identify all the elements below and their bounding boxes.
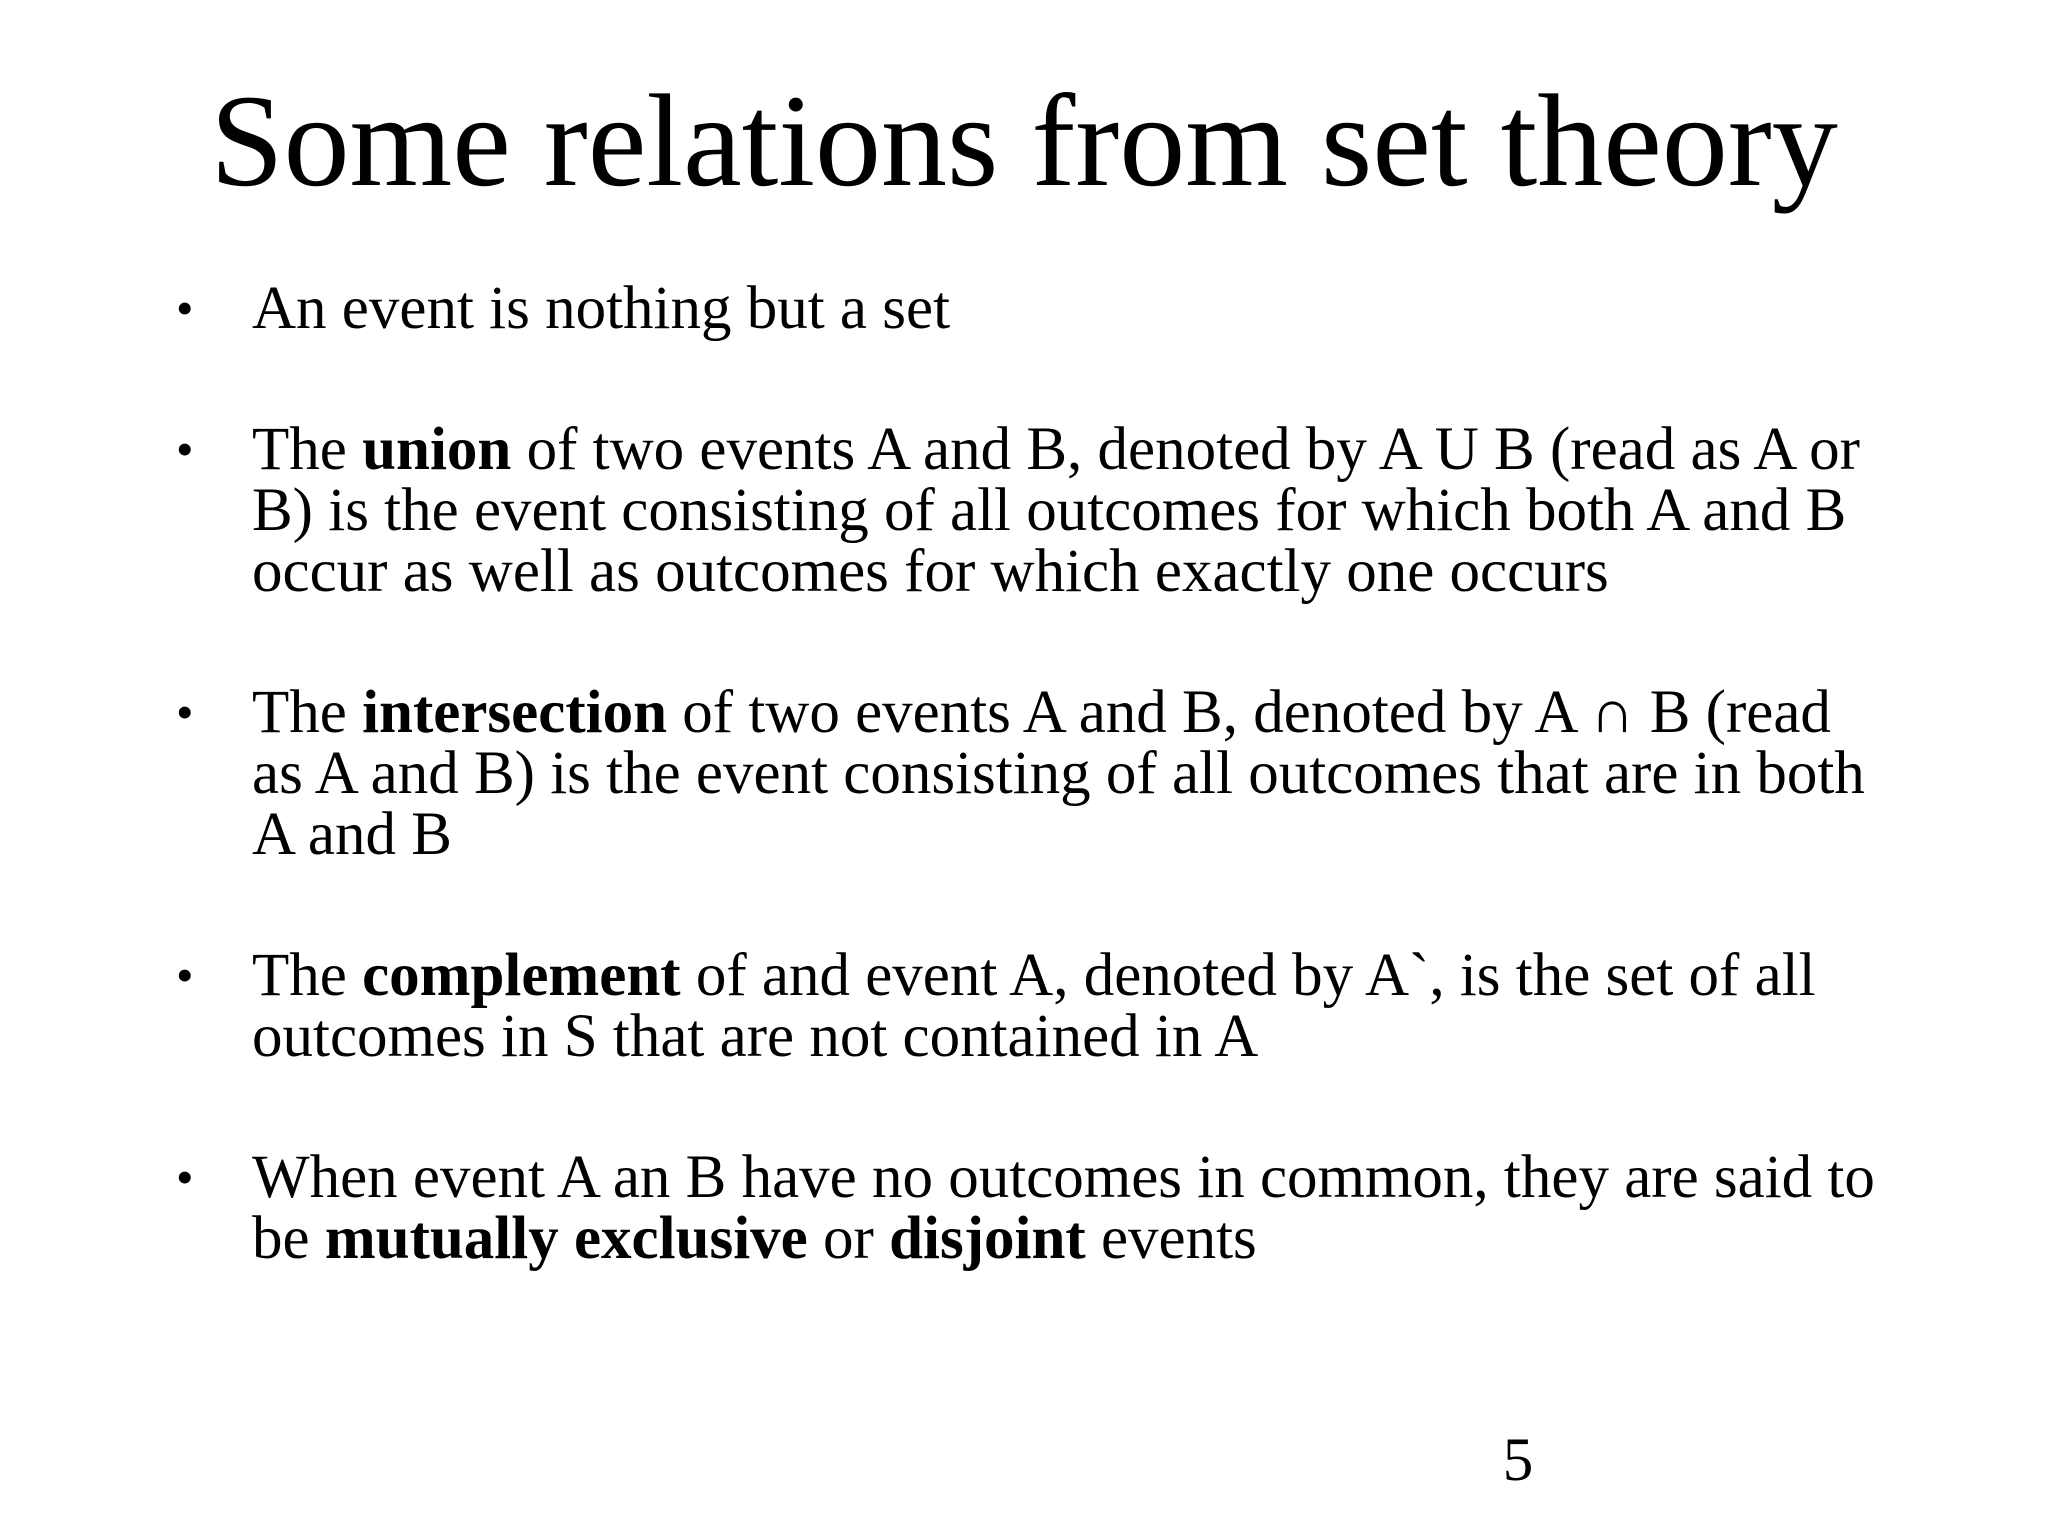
bullet-item-union — [176, 416, 1896, 605]
bullet-item-event-set — [176, 275, 1896, 342]
bullet-point-icon: • — [176, 421, 194, 477]
bullet-text-segment: When event A an B have no outcomes in common, they are said to be — [252, 1144, 1875, 1272]
term-complement: complement — [362, 942, 681, 1009]
bullet-text-segment: of and event A, denoted by A`, is the set of all outcomes in S that are not contained in A — [252, 942, 1816, 1070]
term-union: union — [362, 416, 512, 483]
bullet-point-icon: • — [176, 684, 194, 740]
bullet-text-segment: The — [252, 942, 363, 1009]
bullet-text: An event is nothing but a set — [252, 275, 951, 342]
term-disjoint: disjoint — [889, 1205, 1086, 1272]
bullet-text-segment: The — [252, 416, 363, 483]
bullet-text-segment: of two events A and B, denoted by A ∩ B (read as A and B) is the event consisting of all outcomes that are in both A and B — [252, 679, 1865, 868]
term-intersection: intersection — [362, 679, 668, 746]
bullet-point-icon: • — [176, 947, 194, 1003]
bullet-item-disjoint — [176, 1144, 1896, 1272]
bullet-text-segment: The — [252, 679, 363, 746]
bullet-item-complement — [176, 942, 1896, 1070]
page-number: 5 — [1502, 1427, 1534, 1494]
term-mutually-exclusive: mutually exclusive — [324, 1205, 808, 1272]
slide-title: Some relations from set theory — [210, 67, 1838, 214]
bullet-item-intersection — [176, 679, 1896, 868]
bullet-text-segment: or — [807, 1205, 890, 1272]
bullet-text-segment: events — [1085, 1205, 1257, 1272]
bullet-text-segment: of two events A and B, denoted by A U B (read as A or B) is the event consisting of all outcomes for which both A and B occur as well as outcomes for which exactly one occurs — [252, 416, 1860, 605]
bullet-point-icon: • — [176, 280, 194, 336]
bullet-point-icon: • — [176, 1149, 194, 1205]
bullet-list — [176, 275, 1896, 1272]
